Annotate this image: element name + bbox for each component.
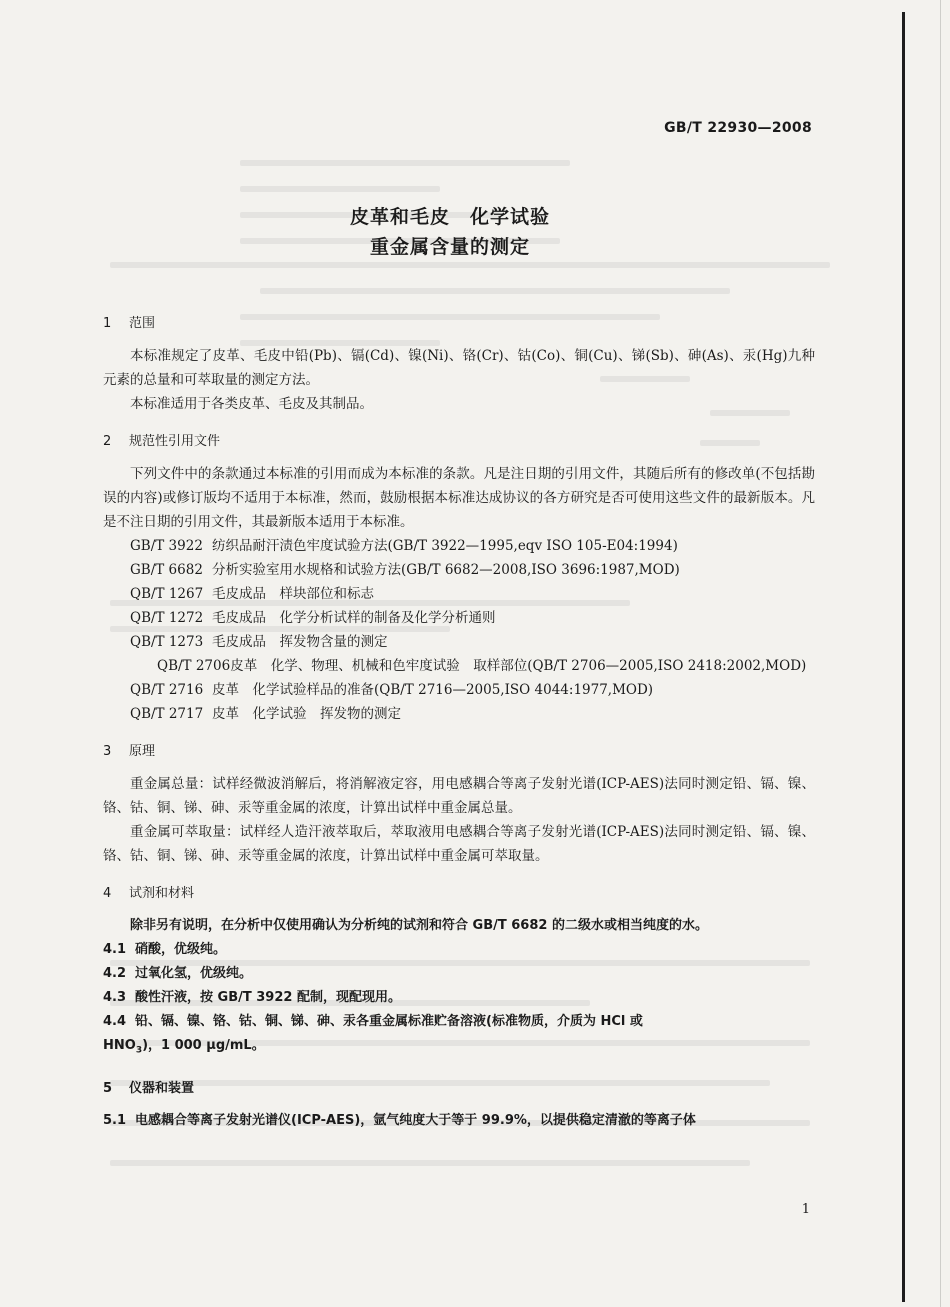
reference-item: QB/T 1273 毛皮成品 挥发物含量的测定: [130, 634, 388, 650]
reference-item: QB/T 2717 皮革 化学试验 挥发物的测定: [130, 706, 401, 722]
section-3-para-1: 重金属总量：试样经微波消解后，将消解液定容，用电感耦合等离子发射光谱(ICP-AES)法同时测定铅、镉、镍、铬、钴、铜、锑、砷、汞等重金属的浓度，计算出试样中重金属总量。: [103, 776, 815, 816]
section-5-heading: 5 仪器和装置: [103, 1080, 195, 1096]
reagent-item: 4.1 硝酸，优级纯。: [103, 942, 227, 957]
page-number: 1: [801, 1202, 810, 1217]
section-3-heading: 3 原理: [103, 744, 156, 759]
reference-item: GB/T 3922 纺织品耐汗渍色牢度试验方法(GB/T 3922—1995,eqv ISO 105-E04:1994): [130, 538, 678, 554]
reagent-item: 4.3 酸性汗液，按 GB/T 3922 配制，现配现用。: [103, 990, 401, 1005]
section-3-para-2: 重金属可萃取量：试样经人造汗液萃取后，萃取液用电感耦合等离子发射光谱(ICP-AES)法同时测定铅、镉、镍、铬、钴、铜、锑、砷、汞等重金属的浓度，计算出试样中重金属可萃取量。: [103, 824, 815, 864]
section-2-intro: 下列文件中的条款通过本标准的引用而成为本标准的条款。凡是注日期的引用文件，其随后所有的修改单(不包括勘误的内容)或修订版均不适用于本标准，然而，鼓励根据本标准达成协议的各方研究是否可使用这些文件的最新版本。凡是不注日期的引用文件，其最新版本适用于本标准。: [103, 466, 815, 530]
scan-binding-edge: [902, 12, 905, 1302]
document-title-line1: 皮革和毛皮 化学试验: [349, 206, 550, 228]
document-title-line2: 重金属含量的测定: [369, 236, 530, 258]
reference-item: QB/T 1267 毛皮成品 样块部位和标志: [130, 586, 374, 602]
reference-item: QB/T 2716 皮革 化学试验样品的准备(QB/T 2716—2005,ISO 4044:1977,MOD): [130, 682, 654, 698]
section-1-para-2: 本标准适用于各类皮革、毛皮及其制品。: [130, 396, 373, 412]
section-2-heading: 2 规范性引用文件: [103, 434, 221, 449]
section-4-intro: 除非另有说明，在分析中仅使用确认为分析纯的试剂和符合 GB/T 6682 的二级水或相当纯度的水。: [130, 918, 708, 933]
document-body: [103, 312, 815, 1133]
standard-number: GB/T 22930—2008: [664, 120, 812, 136]
reference-item: QB/T 1272 毛皮成品 化学分析试样的制备及化学分析通则: [130, 610, 496, 626]
reagent-item-standard-solution: 4.4 铅、镉、镍、铬、钴、铜、锑、砷、汞各重金属标准贮备溶液(标准物质，介质为 HCl 或 $HNO_3$)，1 000 μg/mL。: [103, 1014, 643, 1056]
section-1-heading: 1 范围: [103, 316, 156, 331]
reference-item: QB/T 2706皮革 化学、物理、机械和色牢度试验 取样部位(QB/T 2706—2005,ISO 2418:2002,MOD): [157, 658, 807, 674]
reagent-item: 4.2 过氧化氢，优级纯。: [103, 966, 253, 981]
section-4-heading: 4 试剂和材料: [103, 886, 195, 901]
reference-item: GB/T 6682 分析实验室用水规格和试验方法(GB/T 6682—2008,ISO 3696:1987,MOD): [130, 562, 680, 578]
instrument-item: 5.1 电感耦合等离子发射光谱仪(ICP-AES)，氩气纯度大于等于 99.9%，以提供稳定清澈的等离子体: [103, 1112, 696, 1128]
scan-page-edge: [940, 0, 941, 1307]
section-1-para-1: 本标准规定了皮革、毛皮中铅(Pb)、镉(Cd)、镍(Ni)、铬(Cr)、钴(Co)、铜(Cu)、锑(Sb)、砷(As)、汞(Hg)九种元素的总量和可萃取量的测定方法。: [103, 348, 815, 388]
